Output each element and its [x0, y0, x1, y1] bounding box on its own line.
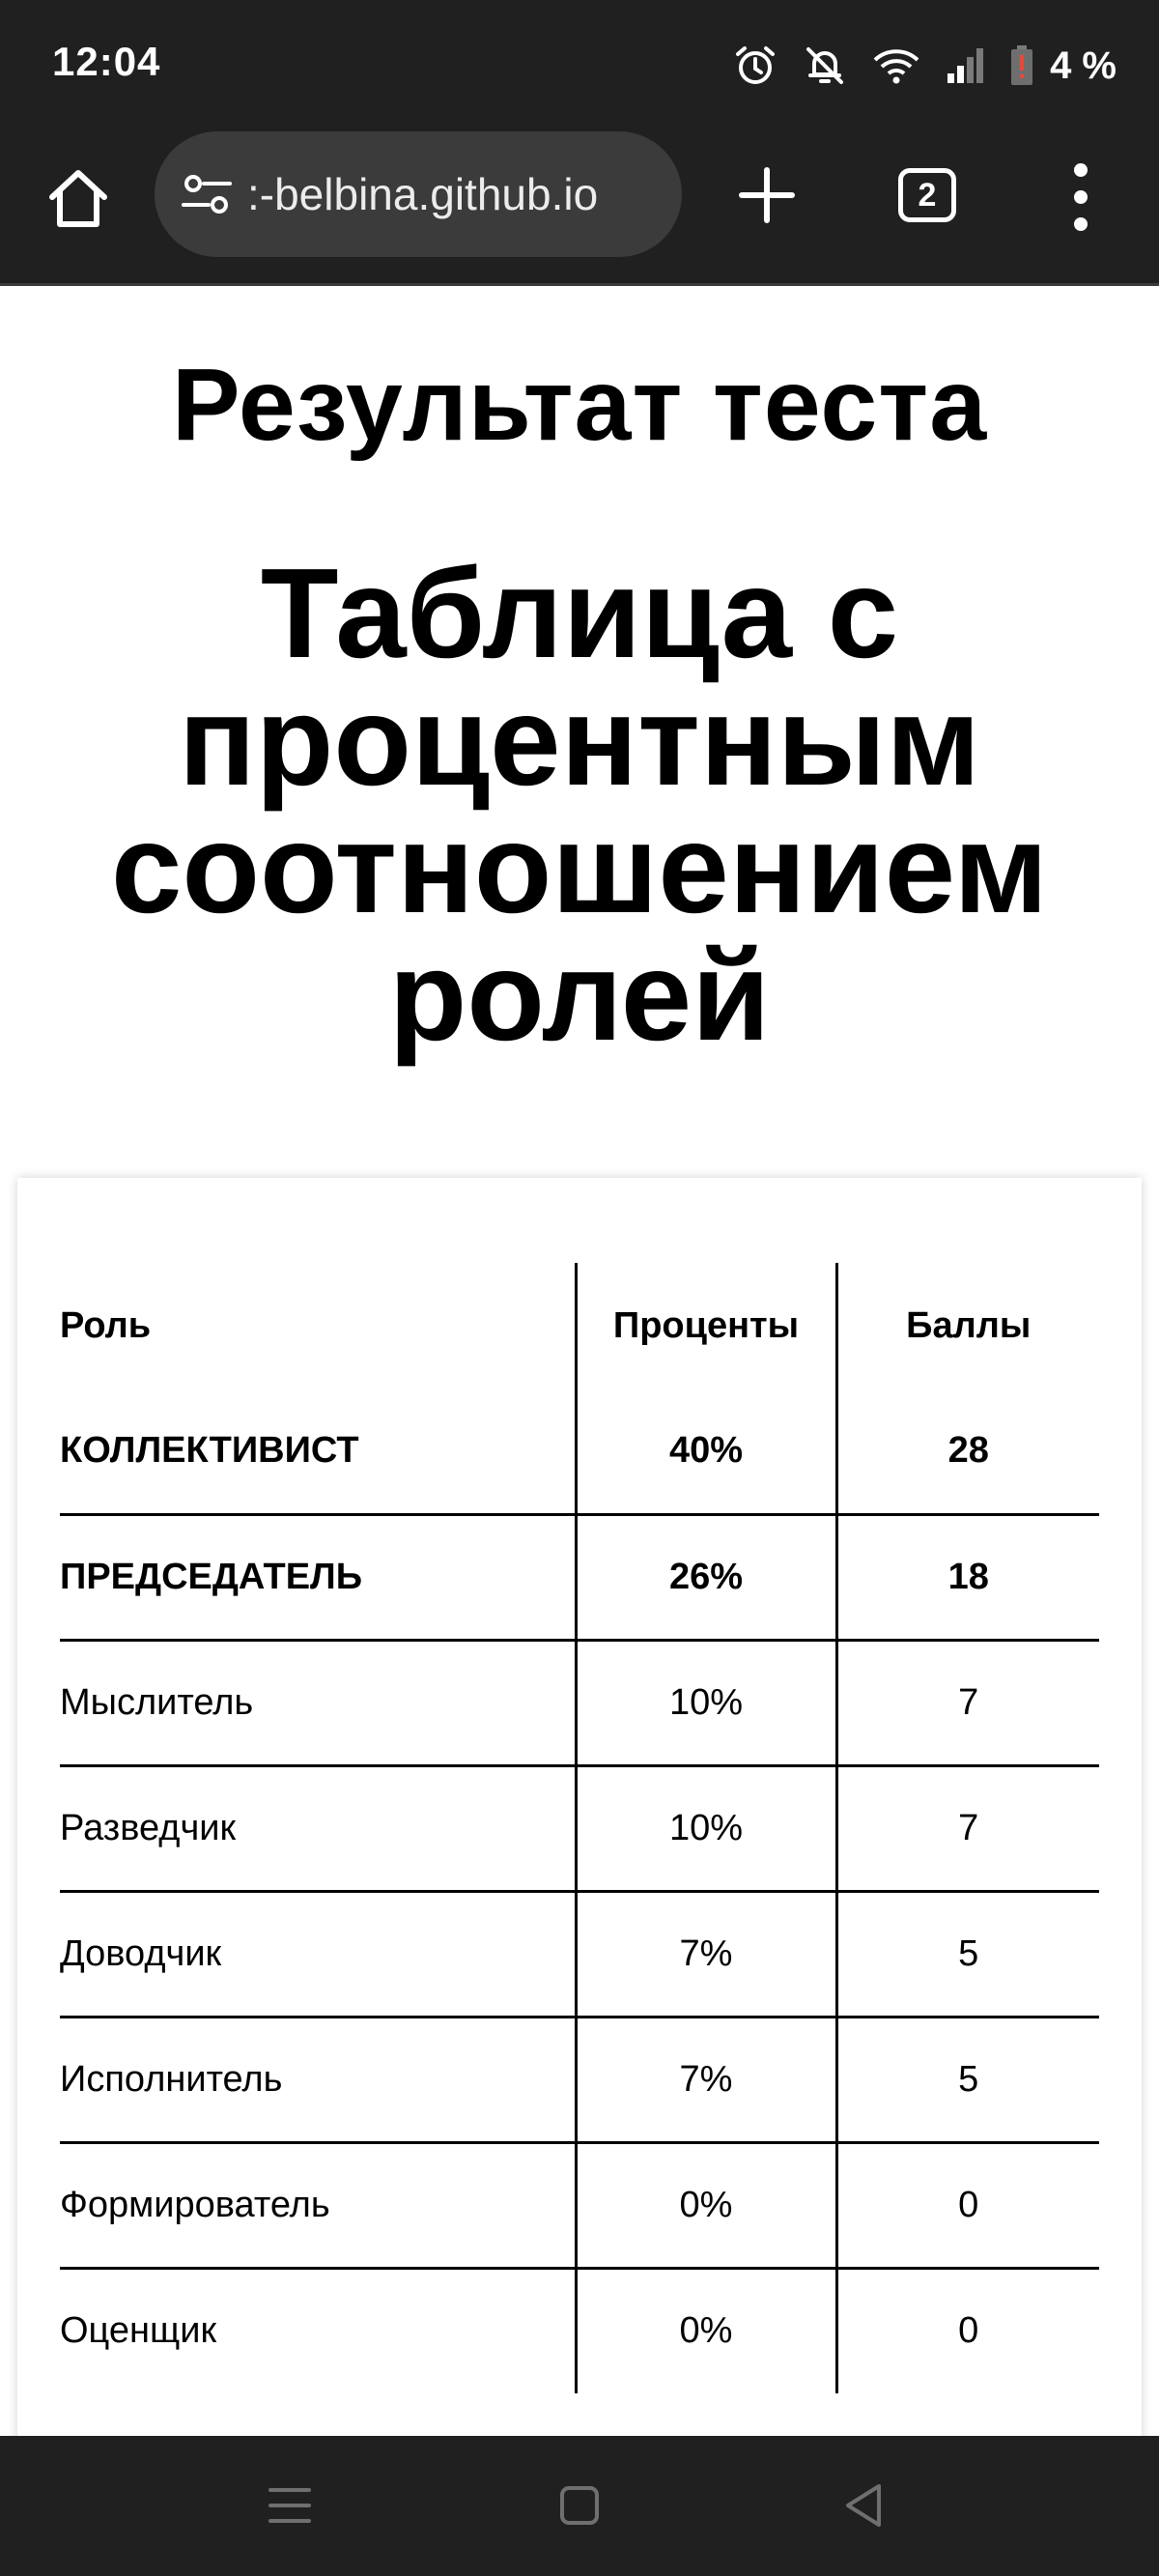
header-percent: Проценты [576, 1263, 836, 1388]
role-points: 7 [836, 1765, 1099, 1891]
signal-icon [946, 46, 984, 85]
role-points: 0 [836, 2268, 1099, 2393]
role-percent: 0% [576, 2268, 836, 2393]
url-bar[interactable] [155, 131, 682, 257]
table-row [60, 1891, 1099, 2017]
role-percent: 7% [576, 2017, 836, 2142]
role-percent: 0% [576, 2142, 836, 2268]
role-name: Исполнитель [60, 2058, 283, 2100]
role-name: Разведчик [60, 1807, 237, 1848]
role-name: ПРЕДСЕДАТЕЛЬ [60, 1556, 363, 1597]
page-title: Результат теста [171, 348, 988, 462]
role-percent: 7% [576, 1891, 836, 2017]
role-percent: 26% [576, 1514, 836, 1640]
table-row [60, 2142, 1099, 2268]
role-points: 7 [836, 1640, 1099, 1765]
header-role: Роль [60, 1304, 152, 1346]
header-points: Баллы [836, 1263, 1099, 1388]
table-row [60, 1640, 1099, 1765]
role-points: 5 [836, 1891, 1099, 2017]
browser-toolbar [0, 131, 1159, 286]
role-name: Формирователь [60, 2184, 330, 2225]
table-row [60, 2017, 1099, 2142]
role-percent: 10% [576, 1640, 836, 1765]
table-heading: Таблица с процентным соотношением ролей [110, 542, 1049, 1067]
home-button-icon[interactable] [558, 2482, 601, 2529]
role-percent: 10% [576, 1765, 836, 1891]
role-name: Мыслитель [60, 1681, 254, 1723]
site-settings-icon[interactable] [180, 171, 234, 217]
role-points: 18 [836, 1514, 1099, 1640]
battery-low-icon [1009, 44, 1034, 87]
url-text: :-belbina.github.io [247, 169, 599, 219]
status-bar [0, 0, 1159, 131]
page-content [0, 289, 1159, 2436]
roles-table [60, 1263, 1099, 2393]
tabs-icon[interactable] [898, 168, 956, 222]
battery-percent: 4 % [1050, 43, 1117, 87]
status-icons [733, 39, 1117, 93]
results-card [17, 1178, 1142, 2436]
notifications-off-icon [803, 43, 847, 88]
table-row [60, 1514, 1099, 1640]
recent-apps-icon[interactable] [267, 2482, 313, 2529]
role-points: 5 [836, 2017, 1099, 2142]
status-time: 12:04 [52, 39, 161, 84]
alarm-icon [733, 43, 777, 88]
role-points: 0 [836, 2142, 1099, 2268]
tab-count: 2 [918, 176, 937, 214]
role-name: Оценщик [60, 2310, 217, 2352]
table-row [60, 2268, 1099, 2393]
table-row [60, 1765, 1099, 1891]
more-menu-icon[interactable] [1066, 160, 1095, 234]
role-points: 28 [836, 1388, 1099, 1514]
wifi-icon [872, 46, 920, 85]
navigation-bar [0, 2436, 1159, 2576]
role-percent: 40% [576, 1388, 836, 1514]
role-name: КОЛЛЕКТИВИСТ [60, 1429, 359, 1471]
table-row [60, 1388, 1099, 1514]
back-icon[interactable] [842, 2482, 885, 2529]
table-header-row [60, 1263, 1099, 1388]
home-icon[interactable] [44, 164, 112, 232]
role-name: Доводчик [60, 1932, 222, 1974]
new-tab-plus-icon[interactable] [736, 164, 798, 226]
